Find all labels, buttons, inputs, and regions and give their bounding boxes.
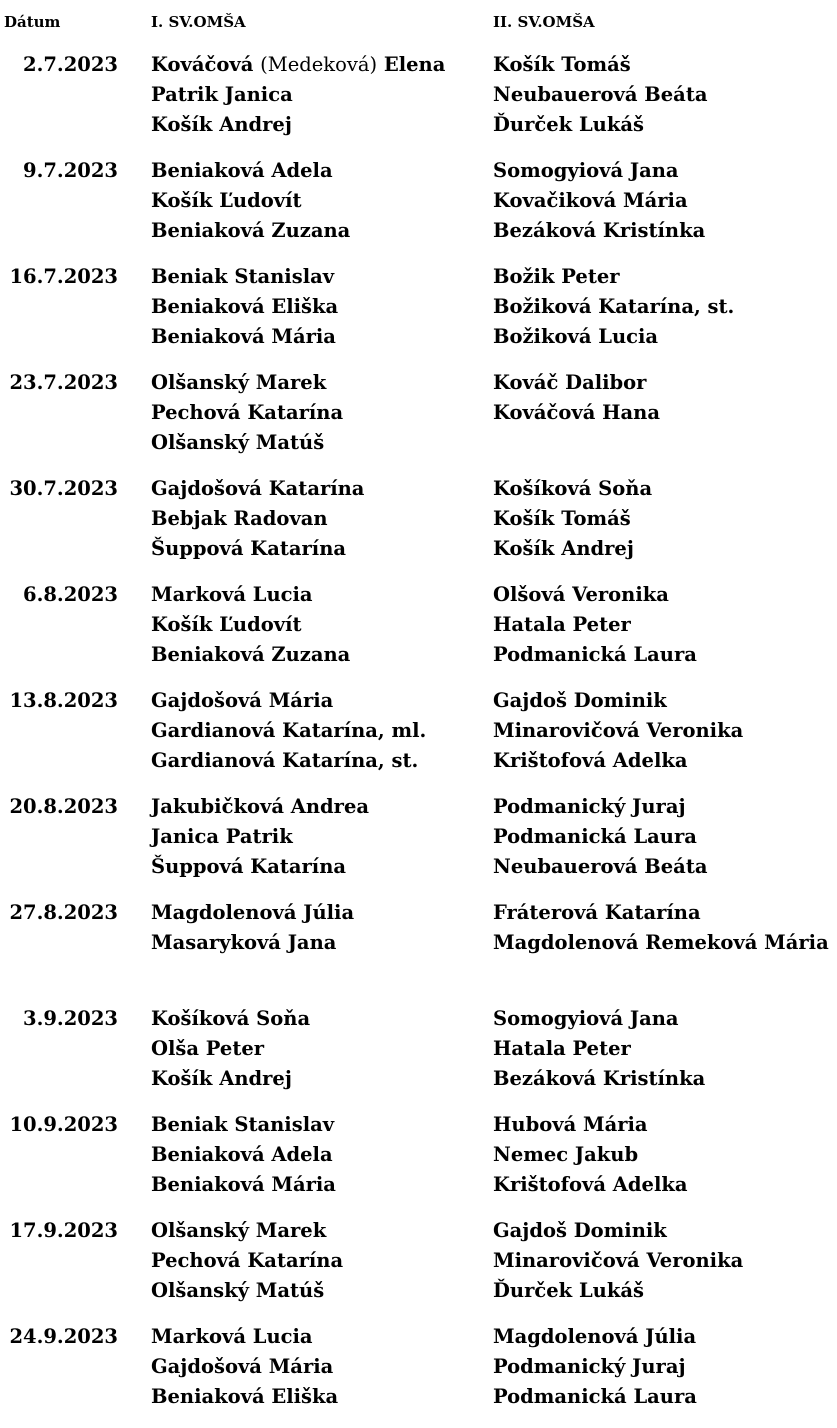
- schedule-row: [0, 792, 837, 898]
- schedule-row: [0, 50, 837, 156]
- server-name: Somogyiová Jana: [493, 159, 679, 182]
- header-mass-1: I. SV.OMŠA: [151, 13, 246, 31]
- server-name: [151, 534, 481, 564]
- server-name-text: Masaryková Jana: [151, 931, 337, 954]
- server-name: [151, 50, 481, 80]
- server-name-text: Košíková Soňa: [151, 1007, 311, 1030]
- server-name: [151, 928, 481, 958]
- server-name-text: Beniaková Zuzana: [151, 219, 351, 242]
- server-name: [151, 80, 481, 110]
- server-name: [151, 1110, 481, 1140]
- server-name-text: Beniaková Zuzana: [151, 643, 351, 666]
- server-name: [151, 640, 481, 670]
- server-name-text: Olša Peter: [151, 1037, 265, 1060]
- server-name: [151, 428, 481, 458]
- server-name: [151, 1382, 481, 1412]
- server-name: Hatala Peter: [493, 613, 631, 636]
- mass-2-servers: [493, 474, 837, 564]
- server-name: [151, 1246, 481, 1276]
- schedule-row: [0, 580, 837, 686]
- server-name-text: Kováčová: [151, 53, 261, 76]
- server-name-text: Jakubičková Andrea: [151, 795, 369, 818]
- server-name: [151, 1004, 481, 1034]
- server-name: Košíková Soňa: [493, 477, 653, 500]
- server-name: [151, 1170, 481, 1200]
- server-name-text: Beniak Stanislav: [151, 265, 335, 288]
- server-name: [151, 580, 481, 610]
- server-name: Somogyiová Jana: [493, 1007, 679, 1030]
- mass-1-servers: [151, 898, 481, 958]
- mass-2-servers: [493, 1322, 837, 1412]
- schedule-row: [0, 1216, 837, 1322]
- server-name: Kováč Dalibor: [493, 371, 647, 394]
- server-name: Magdolenová Remeková Mária: [493, 931, 829, 954]
- server-name: Gajdoš Dominik: [493, 1219, 667, 1242]
- server-name: [151, 610, 481, 640]
- server-name: [151, 156, 481, 186]
- server-name: Podmanická Laura: [493, 643, 697, 666]
- server-name-text: Pechová Katarína: [151, 401, 344, 424]
- server-name: Podmanický Juraj: [493, 795, 686, 818]
- server-name: Podmanická Laura: [493, 825, 697, 848]
- maiden-name: (Medeková): [260, 53, 378, 76]
- server-name-text: Magdolenová Júlia: [151, 901, 355, 924]
- server-name-text: Gardianová Katarína, ml.: [151, 719, 427, 742]
- server-name-text: Patrik Janica: [151, 83, 293, 106]
- row-date: 10.9.2023: [9, 1113, 118, 1136]
- schedule-row: [0, 1110, 837, 1216]
- server-name: [151, 1216, 481, 1246]
- mass-1-servers: [151, 1322, 481, 1412]
- server-name: Hubová Mária: [493, 1113, 648, 1136]
- server-name: [151, 716, 481, 746]
- server-name-text: Košík Andrej: [151, 113, 292, 136]
- server-name-text: Beniaková Mária: [151, 1173, 336, 1196]
- server-name: Božik Peter: [493, 265, 620, 288]
- server-name: [151, 292, 481, 322]
- server-name: [151, 1140, 481, 1170]
- server-name: Kovačiková Mária: [493, 189, 688, 212]
- schedule-row: [0, 686, 837, 792]
- server-name: Krištofová Adelka: [493, 1173, 688, 1196]
- server-name-text: Marková Lucia: [151, 583, 313, 606]
- server-name: [151, 1352, 481, 1382]
- server-name: [151, 398, 481, 428]
- server-name: Podmanická Laura: [493, 1385, 697, 1408]
- mass-1-servers: [151, 50, 481, 140]
- server-name: [151, 262, 481, 292]
- server-name: Košík Tomáš: [493, 53, 631, 76]
- mass-2-servers: [493, 262, 837, 352]
- server-name-text: Olšanský Matúš: [151, 431, 325, 454]
- mass-2-servers: [493, 50, 837, 140]
- server-name: [151, 1276, 481, 1306]
- server-name: Košík Tomáš: [493, 507, 631, 530]
- server-name-text: Janica Patrik: [151, 825, 293, 848]
- mass-2-servers: [493, 686, 837, 776]
- server-name: Neubauerová Beáta: [493, 83, 708, 106]
- server-name: Olšová Veronika: [493, 583, 669, 606]
- mass-2-servers: [493, 1110, 837, 1200]
- row-date: 20.8.2023: [9, 795, 118, 818]
- server-name-text: Košík Ľudovít: [151, 613, 302, 636]
- server-name: Bezáková Kristínka: [493, 219, 706, 242]
- server-name: [151, 852, 481, 882]
- row-date: 3.9.2023: [23, 1007, 118, 1030]
- mass-2-servers: [493, 792, 837, 882]
- mass-2-servers: [493, 156, 837, 246]
- schedule-row: [0, 1322, 837, 1428]
- server-name: Magdolenová Júlia: [493, 1325, 697, 1348]
- server-name: Hatala Peter: [493, 1037, 631, 1060]
- server-name-text: Košík Andrej: [151, 1067, 292, 1090]
- table-header: [0, 10, 837, 34]
- server-name-text: Šuppová Katarína: [151, 855, 347, 878]
- row-date: 30.7.2023: [9, 477, 118, 500]
- mass-2-servers: [493, 368, 837, 428]
- server-name-text: Gajdošová Mária: [151, 689, 334, 712]
- server-name-text: Olšanský Marek: [151, 1219, 327, 1242]
- server-name: Minarovičová Veronika: [493, 1249, 744, 1272]
- row-date: 2.7.2023: [23, 53, 118, 76]
- server-name-text: Olšanský Marek: [151, 371, 327, 394]
- server-name: Krištofová Adelka: [493, 749, 688, 772]
- server-name: Neubauerová Beáta: [493, 855, 708, 878]
- server-name: Ďurček Lukáš: [493, 1279, 644, 1302]
- server-name: Podmanický Juraj: [493, 1355, 686, 1378]
- mass-1-servers: [151, 792, 481, 882]
- server-name: Božiková Katarína, st.: [493, 295, 735, 318]
- row-date: 24.9.2023: [9, 1325, 118, 1348]
- server-name: Nemec Jakub: [493, 1143, 639, 1166]
- server-name: [151, 822, 481, 852]
- server-name: Božiková Lucia: [493, 325, 659, 348]
- row-date: 13.8.2023: [9, 689, 118, 712]
- server-name-text: Beniaková Eliška: [151, 295, 339, 318]
- server-name: Košík Andrej: [493, 537, 634, 560]
- server-name: Minarovičová Veronika: [493, 719, 744, 742]
- mass-1-servers: [151, 1004, 481, 1094]
- server-name-text: Gardianová Katarína, st.: [151, 749, 419, 772]
- server-name: [151, 1064, 481, 1094]
- row-date: 16.7.2023: [9, 265, 118, 288]
- server-name-text: Elena: [377, 53, 446, 76]
- row-date: 27.8.2023: [9, 901, 118, 924]
- server-name: Ďurček Lukáš: [493, 113, 644, 136]
- server-name: Gajdoš Dominik: [493, 689, 667, 712]
- schedule-row: [0, 898, 837, 1004]
- mass-1-servers: [151, 262, 481, 352]
- header-mass-2: II. SV.OMŠA: [493, 13, 595, 31]
- mass-1-servers: [151, 1110, 481, 1200]
- server-name-text: Šuppová Katarína: [151, 537, 347, 560]
- server-name: [151, 746, 481, 776]
- schedule-row: [0, 474, 837, 580]
- schedule-row: [0, 262, 837, 368]
- mass-2-servers: [493, 1216, 837, 1306]
- server-name: [151, 110, 481, 140]
- server-name-text: Bebjak Radovan: [151, 507, 328, 530]
- server-name: [151, 504, 481, 534]
- server-name: [151, 322, 481, 352]
- server-name: [151, 216, 481, 246]
- server-name-text: Beniaková Adela: [151, 159, 333, 182]
- mass-2-servers: [493, 898, 837, 958]
- mass-1-servers: [151, 580, 481, 670]
- server-name-text: Olšanský Matúš: [151, 1279, 325, 1302]
- schedule-row: [0, 156, 837, 262]
- mass-1-servers: [151, 474, 481, 564]
- row-date: 23.7.2023: [9, 371, 118, 394]
- mass-2-servers: [493, 1004, 837, 1094]
- server-name: [151, 186, 481, 216]
- server-name: [151, 792, 481, 822]
- server-name-text: Beniaková Eliška: [151, 1385, 339, 1408]
- mass-2-servers: [493, 580, 837, 670]
- schedule-row: [0, 368, 837, 474]
- server-name: Fráterová Katarína: [493, 901, 701, 924]
- row-date: 17.9.2023: [9, 1219, 118, 1242]
- server-name-text: Beniaková Mária: [151, 325, 336, 348]
- server-name-text: Gajdošová Mária: [151, 1355, 334, 1378]
- server-name-text: Košík Ľudovít: [151, 189, 302, 212]
- mass-1-servers: [151, 686, 481, 776]
- row-date: 6.8.2023: [23, 583, 118, 606]
- server-name-text: Beniak Stanislav: [151, 1113, 335, 1136]
- server-name: [151, 1034, 481, 1064]
- server-name-text: Beniaková Adela: [151, 1143, 333, 1166]
- server-name-text: Gajdošová Katarína: [151, 477, 365, 500]
- row-date: 9.7.2023: [23, 159, 118, 182]
- schedule-row: [0, 1004, 837, 1110]
- mass-1-servers: [151, 368, 481, 458]
- server-name-text: Marková Lucia: [151, 1325, 313, 1348]
- server-name: [151, 898, 481, 928]
- server-name: [151, 686, 481, 716]
- server-name: Bezáková Kristínka: [493, 1067, 706, 1090]
- server-name: [151, 1322, 481, 1352]
- server-name-text: Pechová Katarína: [151, 1249, 344, 1272]
- mass-1-servers: [151, 1216, 481, 1306]
- schedule-rows: [0, 50, 837, 1428]
- header-date: Dátum: [4, 13, 61, 31]
- server-name: [151, 368, 481, 398]
- mass-1-servers: [151, 156, 481, 246]
- server-name: [151, 474, 481, 504]
- server-name: Kováčová Hana: [493, 401, 660, 424]
